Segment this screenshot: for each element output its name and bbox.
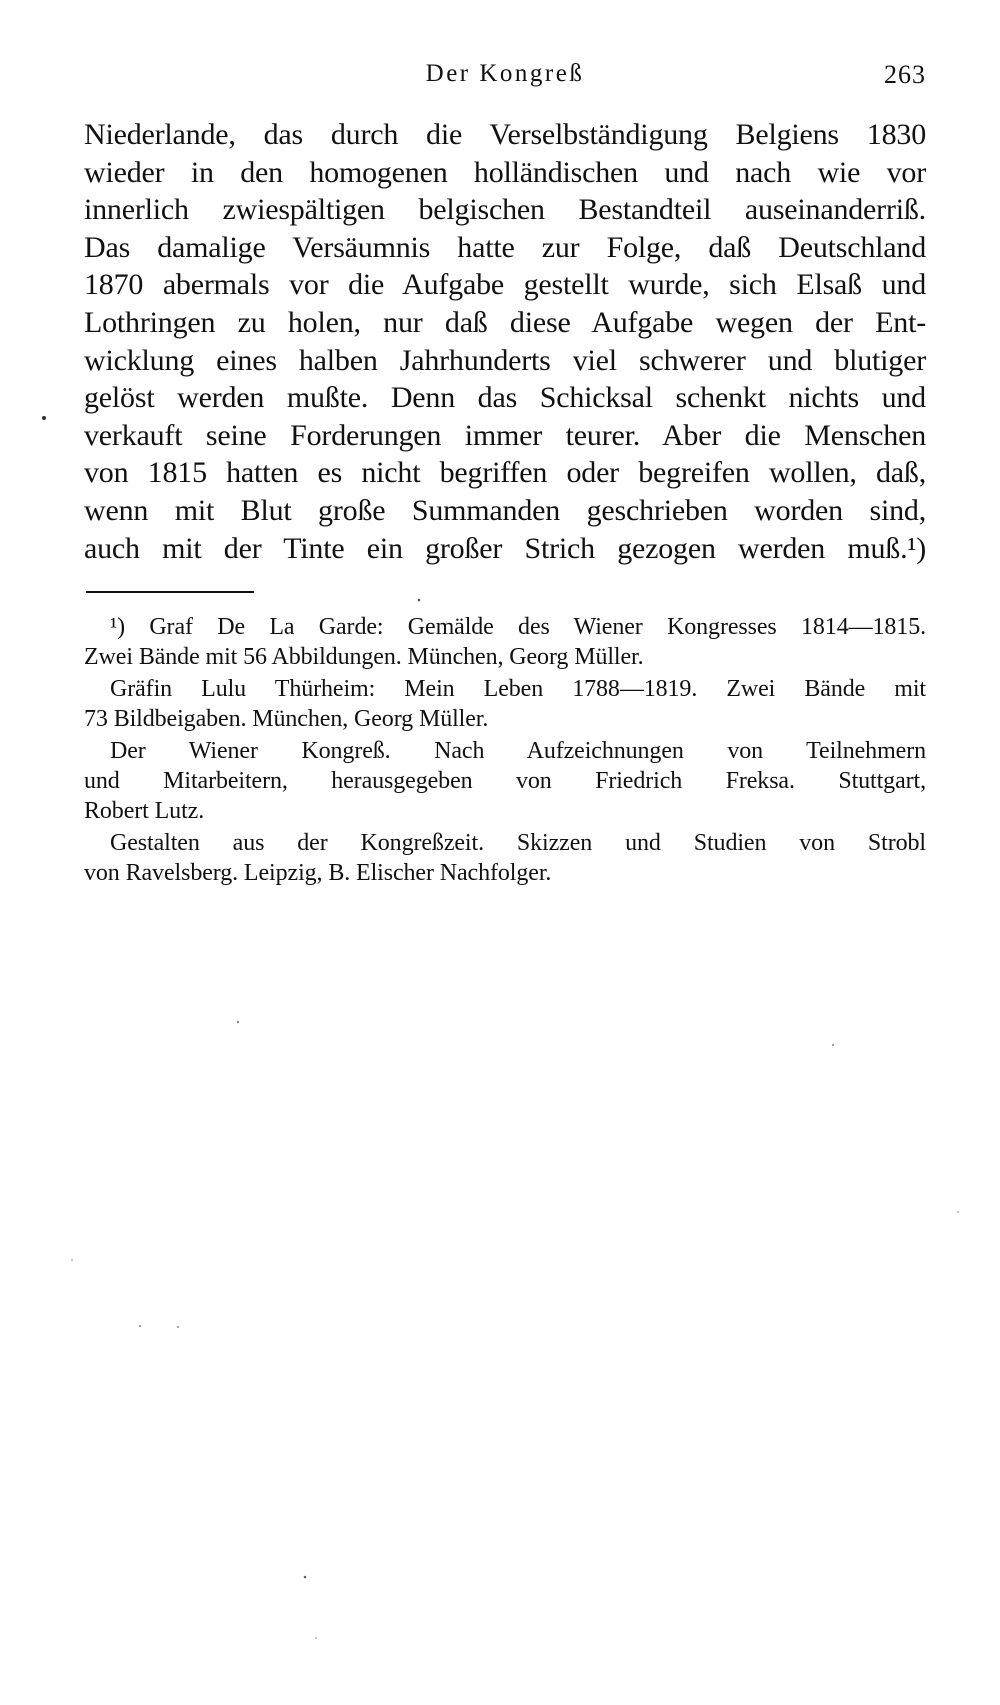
body-line: von 1815 hatten es nicht begriffen oder begreifen wollen, daß,	[84, 456, 926, 490]
footnote-divider	[86, 591, 254, 593]
running-header	[84, 60, 926, 100]
footnote-entry	[84, 828, 926, 888]
footnote-line: und Mitarbeitern, herausgegeben von Friedrich Freksa. Stuttgart,	[84, 768, 926, 794]
body-line: gelöst werden mußte. Denn das Schicksal schenkt nichts und	[84, 381, 926, 415]
footnote-entry	[84, 674, 926, 734]
body-line: wicklung eines halben Jahrhunderts viel schwerer und blutiger	[84, 343, 926, 377]
footnote-entry	[84, 736, 926, 826]
footnote-line: Zwei Bände mit 56 Abbildungen. München, Georg Müller.	[84, 644, 644, 670]
page-number: 263	[884, 60, 926, 89]
footnote-line: von Ravelsberg. Leipzig, B. Elischer Nachfolger.	[84, 860, 552, 886]
footnote-line: Gestalten aus der Kongreßzeit. Skizzen und Studien von Strobl	[110, 830, 926, 856]
body-line: verkauft seine Forderungen immer teurer. Aber die Menschen	[84, 418, 926, 452]
footnote-line: Gräfin Lulu Thürheim: Mein Leben 1788—1819. Zwei Bände mit	[110, 676, 926, 702]
body-line: wenn mit Blut große Summanden geschrieben worden sind,	[84, 493, 926, 527]
body-line: 1870 abermals vor die Aufgabe gestellt wurde, sich Elsaß und	[84, 268, 926, 302]
body-line: innerlich zwiespältigen belgischen Bestandteil auseinanderriß.	[84, 193, 926, 227]
footnote-line: 73 Bildbeigaben. München, Georg Müller.	[84, 706, 489, 732]
body-paragraph	[84, 116, 926, 567]
footnote-entry	[84, 612, 926, 672]
body-line: Lothringen zu holen, nur daß diese Aufgabe wegen der Ent-	[84, 305, 926, 339]
footnote-line: Der Wiener Kongreß. Nach Aufzeichnungen von Teilnehmern	[110, 738, 926, 764]
body-line: wieder in den homogenen holländischen und nach wie vor	[84, 155, 926, 189]
footnotes	[84, 612, 926, 888]
footnote-line: Robert Lutz.	[84, 798, 205, 824]
body-line: Das damalige Versäumnis hatte zur Folge, daß Deutschland	[84, 230, 926, 264]
footnote-line: ¹) Graf De La Garde: Gemälde des Wiener Kongresses 1814—1815.	[110, 614, 926, 640]
running-title: Der Kongreß	[425, 60, 585, 87]
body-line: Niederlande, das durch die Verselbständigung Belgiens 1830	[84, 118, 926, 151]
body-line: auch mit der Tinte ein großer Strich gezogen werden muß.¹)	[84, 531, 926, 565]
